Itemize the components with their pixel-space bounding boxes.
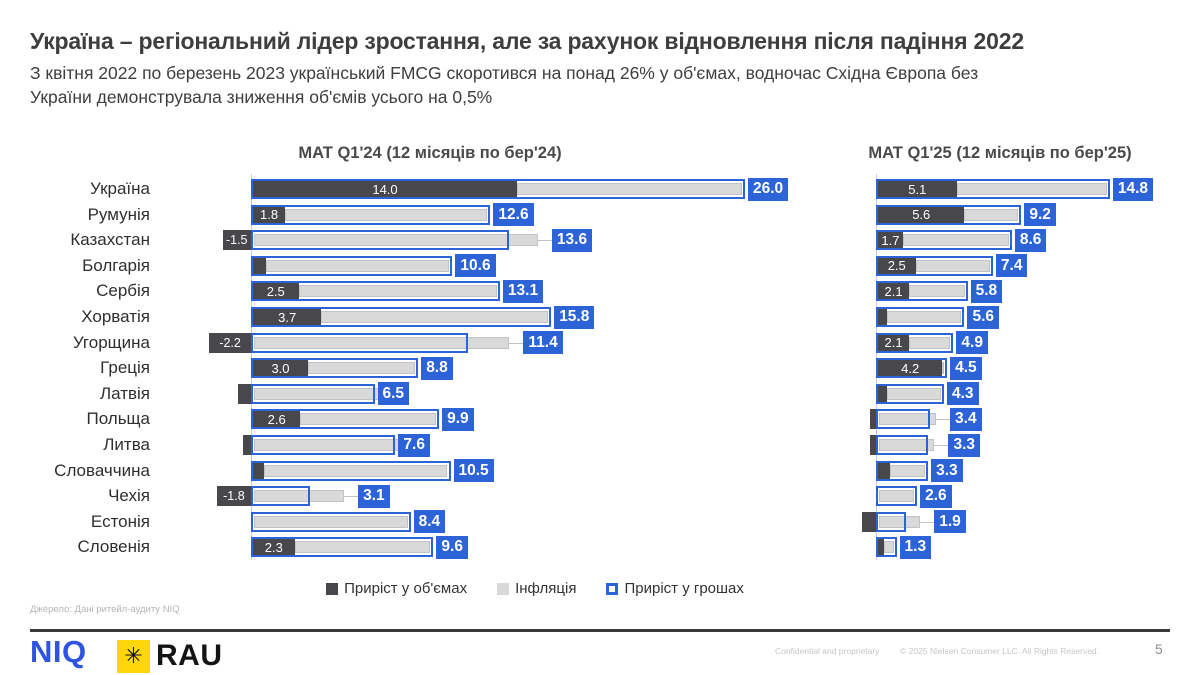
money-growth-badge: 7.4	[996, 254, 1028, 277]
footer-confidential: Confidential and proprietary	[775, 646, 880, 656]
country-label: Угорщина	[72, 332, 150, 352]
country-label: Словенія	[77, 537, 150, 557]
panel-title-mat-q1-25: MAT Q1'25 (12 місяців по бер'25)	[868, 144, 1132, 162]
money-growth-badge: 3.4	[950, 408, 982, 431]
money-growth-outline	[251, 435, 395, 455]
money-growth-outline	[251, 256, 452, 276]
volume-bar: 3.7	[253, 309, 321, 325]
money-growth-outline	[251, 230, 509, 250]
volume-bar	[253, 463, 264, 479]
volume-bar: 4.2	[878, 360, 942, 376]
legend-label-volume: Приріст у об'ємах	[344, 580, 468, 597]
country-label: Сербія	[96, 281, 150, 301]
volume-bar-negative: -1.8	[217, 486, 251, 506]
panel-title-mat-q1-24: MAT Q1'24 (12 місяців по бер'24)	[298, 144, 562, 162]
money-growth-badge: 6.5	[378, 382, 410, 405]
volume-bar	[878, 463, 890, 479]
money-growth-badge: 9.6	[436, 536, 468, 559]
money-growth-outline	[251, 512, 411, 532]
money-growth-badge: 3.3	[948, 434, 980, 457]
money-growth-badge: 8.8	[421, 357, 453, 380]
volume-bar-negative: -1.5	[223, 230, 252, 250]
money-growth-badge: 4.3	[947, 382, 979, 405]
money-growth-outline	[876, 409, 930, 429]
volume-bar: 2.5	[878, 258, 916, 274]
country-label: Румунія	[87, 204, 150, 224]
volume-bar: 2.1	[878, 283, 909, 299]
volume-bar: 1.7	[878, 232, 903, 248]
rau-star-icon: ✳	[117, 640, 150, 673]
niq-logo: NIQ	[30, 634, 87, 669]
volume-bar-negative	[870, 435, 876, 455]
footer-divider	[30, 629, 1170, 632]
money-growth-badge: 7.6	[398, 434, 430, 457]
country-label: Болгарія	[82, 255, 150, 275]
money-growth-outline	[251, 384, 375, 404]
country-label: Словаччина	[54, 460, 150, 480]
chart-legend	[250, 580, 820, 597]
volume-bar-negative	[870, 409, 876, 429]
footer-copyright: © 2025 Nielsen Consumer LLC. All Rights Reserved.	[900, 646, 1100, 656]
inflation-swatch-icon	[497, 583, 509, 595]
money-growth-badge: 5.6	[967, 306, 999, 329]
legend-item-money	[606, 580, 743, 597]
country-label: Естонія	[90, 511, 150, 531]
legend-item-volume	[326, 580, 467, 597]
volume-bar: 3.0	[253, 360, 308, 376]
country-label: Хорватія	[81, 307, 150, 326]
legend-label-inflation: Інфляція	[515, 580, 577, 597]
money-growth-badge: 1.9	[934, 510, 966, 533]
country-label: Латвія	[99, 383, 150, 403]
money-growth-badge: 5.8	[971, 280, 1003, 303]
money-growth-outline	[251, 461, 451, 481]
volume-bar	[253, 258, 266, 274]
money-swatch-icon	[606, 583, 618, 595]
money-growth-badge: 13.6	[552, 229, 592, 252]
volume-bar: 1.8	[253, 207, 285, 223]
volume-bar-negative	[238, 384, 251, 404]
money-growth-badge: 3.1	[358, 485, 390, 508]
money-growth-badge: 4.5	[950, 357, 982, 380]
money-growth-badge: 8.4	[414, 510, 446, 533]
page-title: Україна – регіональний лідер зростання, але за рахунок відновлення після падіння 2022	[30, 28, 1024, 54]
country-label: Україна	[90, 179, 150, 198]
subtitle-line-2: України демонструвала зниження об'ємів усього на 0,5%	[30, 87, 493, 107]
volume-bar	[878, 539, 884, 555]
money-growth-badge: 8.6	[1015, 229, 1047, 252]
volume-bar: 14.0	[253, 181, 517, 197]
legend-item-inflation	[497, 580, 576, 597]
money-growth-outline	[876, 307, 964, 327]
money-growth-badge: 15.8	[554, 306, 594, 329]
money-growth-badge: 13.1	[503, 280, 543, 303]
volume-swatch-icon	[326, 583, 338, 595]
page-number: 5	[1155, 641, 1163, 657]
country-label: Чехія	[108, 486, 150, 506]
money-growth-badge: 26.0	[748, 178, 788, 201]
volume-bar: 5.1	[878, 181, 957, 197]
money-growth-badge: 1.3	[900, 536, 932, 559]
rau-logo-text: RAU	[156, 639, 223, 672]
volume-bar	[878, 386, 887, 402]
money-growth-outline	[876, 486, 917, 506]
volume-bar-negative	[243, 435, 251, 455]
legend-label-money: Приріст у грошах	[624, 580, 744, 597]
money-growth-badge: 9.2	[1024, 203, 1056, 226]
volume-bar-negative	[862, 512, 876, 532]
source-note: Джерело: Дані ритейл-аудиту NIQ	[30, 604, 180, 615]
volume-bar-negative: -2.2	[209, 333, 251, 353]
money-growth-badge: 14.8	[1113, 178, 1153, 201]
rau-logo	[117, 639, 223, 673]
volume-bar: 2.5	[253, 283, 299, 299]
money-growth-badge: 9.9	[442, 408, 474, 431]
money-growth-badge: 10.6	[455, 254, 495, 277]
money-growth-badge: 2.6	[920, 485, 952, 508]
volume-bar: 2.6	[253, 411, 300, 427]
money-growth-outline	[876, 512, 906, 532]
country-label: Польща	[86, 409, 150, 429]
money-growth-outline	[251, 333, 468, 353]
subtitle-line-1: З квітня 2022 по березень 2023 український FMCG скоротився на понад 26% у об'ємах, водночас Східна Європа без	[30, 63, 979, 83]
country-label: Литва	[103, 435, 150, 454]
volume-bar: 2.3	[253, 539, 295, 555]
money-growth-outline	[876, 435, 928, 455]
volume-bar: 5.6	[878, 207, 964, 223]
volume-bar: 2.1	[878, 335, 909, 351]
money-growth-outline	[251, 486, 310, 506]
money-growth-badge: 11.4	[523, 331, 562, 354]
country-label: Греція	[100, 358, 150, 378]
money-growth-badge: 10.5	[454, 459, 494, 482]
money-growth-outline	[251, 205, 490, 225]
money-growth-badge: 12.6	[493, 203, 533, 226]
volume-bar	[878, 309, 887, 325]
country-label: Казахстан	[70, 230, 150, 250]
money-growth-badge: 4.9	[956, 331, 988, 354]
money-growth-badge: 3.3	[931, 459, 963, 482]
